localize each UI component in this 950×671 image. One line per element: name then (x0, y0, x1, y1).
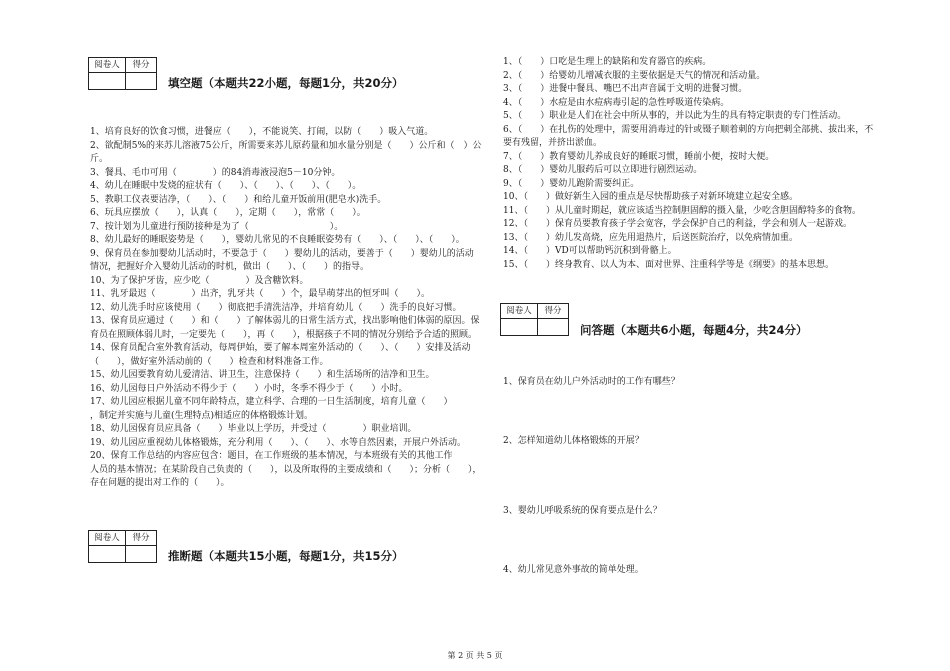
fill-question-line: 育员在照顾体弱儿时，一定要先（ ），再（ ），根据孩子不同的情况分别给予合适的照顾。 (90, 329, 478, 340)
reviewer-label: 阅卷人 (501, 304, 538, 318)
fill-question-line: 存在问题的提出对工作的（ ）。 (90, 478, 230, 488)
fill-question-line: 7、按计划为儿童进行预防接种是为了（ ）。 (90, 221, 344, 232)
judge-question-line: 12、（ ）保育员要教育孩子学会宽容，学会保护自己的利益，学会和别人一起游戏。 (503, 219, 852, 229)
fill-question-line: 3、餐具、毛巾可用（ ）的84消毒液浸泡5－10分钟。 (90, 167, 341, 178)
essay-section-title: 问答题（本题共6小题，每题4分，共24分） (580, 323, 808, 337)
fill-question-line: 11、乳牙最迟（ ）出齐，乳牙共（ ）个，最早萌芽出的恒牙叫（ ）。 (90, 289, 430, 299)
essay-question-3: 3、婴幼儿呼吸系统的保育要点是什么？ (503, 506, 662, 516)
essay-question-4: 4、幼儿常见意外事故的简单处理。 (503, 565, 644, 575)
judge-question-line: 1、（ ）口吃是生理上的缺陷和发育器官的疾病。 (503, 57, 712, 67)
fill-question-line: 16、幼儿园每日户外活动不得少于（ ）小时，冬季不得少于（ ）小时。 (90, 383, 408, 394)
fill-question-line: 12、幼儿洗手时应该使用（ ）彻底把手清洗洁净，并培育幼儿（ ）洗手的良好习惯。 (90, 302, 462, 313)
judge-question-line: 8、（ ）婴幼儿服药后可以立即进行剧烈运动。 (503, 165, 703, 175)
score-cell[interactable] (538, 319, 568, 335)
fill-question-line: 18、幼儿园保育员应具备（ ）毕业以上学历，并受过（ ）职业培训。 (90, 424, 417, 434)
judge-question-line: 要有残留，并挤出淤血。 (503, 138, 603, 148)
judge-question-line: 15、（ ）终身教育、以人为本、面对世界、注重科学等是《纲要》的基本思想。 (503, 259, 834, 270)
judge-question-line: 3、（ ）进餐中餐具、嘴巴不出声音属于文明的进餐习惯。 (503, 84, 748, 94)
score-label: 得分 (132, 60, 150, 70)
fill-question-list (90, 126, 490, 491)
fill-question-line: 5、教职工仪表要洁净，（ ）、（ ）和给儿童开饭前用(肥皂水)洗手。 (90, 194, 387, 205)
page-footer: 第 2 页 共 5 页 (447, 651, 503, 660)
score-cell[interactable] (126, 73, 156, 89)
fill-question-line: 17、幼儿园应根据儿童不同年龄特点，建立科学、合理的一日生活制度，培育儿童（ ） (90, 397, 453, 407)
judge-question-line: 5、（ ）职业是人们在社会中所从事的，并以此为生的具有特定职责的专门性活动。 (503, 111, 847, 121)
judge-question-list (503, 56, 903, 272)
judge-question-line: 7、（ ）教育婴幼儿养成良好的睡眠习惯，睡前小便，按时大便。 (503, 151, 775, 162)
judge-question-line: 13、（ ）幼儿发高烧，应先用退热片，后送医院治疗，以免病情加重。 (503, 232, 798, 243)
fill-section-title: 填空题（本题共22小题，每题1分，共20分） (168, 76, 404, 90)
fill-question-line: 斤。 (90, 154, 109, 164)
fill-question-line: 2、欲配制5%的来苏儿溶液75公斤，所需要来苏儿原药量和加水量分别是（ ）公斤和（ ）公 (90, 140, 482, 151)
fill-question-line: 9、保育员在参加婴幼儿活动时，不要急于（ ）婴幼儿的活动，要善于（ ）婴幼儿的活动 (90, 248, 474, 259)
essay-question-1: 1、保育员在幼儿户外活动时的工作有哪些？ (503, 377, 680, 387)
reviewer-cell[interactable] (501, 319, 538, 335)
fill-question-line: 19、幼儿园应重视幼儿体格锻炼，充分利用（ ）、（ ）、水等自然因素，开展户外活动。 (90, 437, 466, 448)
reviewer-cell[interactable] (89, 546, 126, 562)
fill-question-line: 1、培育良好的饮食习惯，进餐应（ ），不能说笑、打闹，以防（ ）吸入气道。 (90, 127, 434, 137)
fill-question-line: 20、保育工作总结的内容应包含：题目，在工作班级的基本情况，与本班级有关的其他工作 (90, 451, 453, 461)
score-box-fill (88, 57, 157, 90)
score-box-essay (500, 303, 569, 336)
fill-question-line: 14、保育员配合室外教育活动，每周伊始，要了解本周室外活动的（ ）、（ ）安排及活动 (90, 343, 471, 353)
judge-question-line: 10、（ ）做好新生入园的重点是尽快帮助孩子对新环境建立起安全感。 (503, 192, 798, 202)
judge-question-line: 2、（ ）给婴幼儿增减衣服的主要依据是天气的情况和活动量。 (503, 70, 766, 81)
judge-question-line: 9、（ ）婴幼儿跑阶需要纠正。 (503, 178, 640, 189)
fill-question-line: （ ），做好室外活动前的（ ）检查和材料准备工作。 (90, 356, 329, 367)
fill-question-line: 10、为了保护牙齿，应少吃（ ）及含糖饮料。 (90, 275, 309, 286)
score-label: 得分 (132, 533, 150, 543)
essay-question-2: 2、怎样知道幼儿体格锻炼的开展？ (503, 436, 644, 446)
reviewer-label: 阅卷人 (89, 58, 126, 72)
fill-question-line: ，制定并实施与儿童(生理特点)相适应的体格锻炼计划。 (90, 410, 314, 421)
fill-question-line: 8、幼儿最好的睡眠姿势是（ ），婴幼儿常见的不良睡眠姿势有（ ）、（ ）、（ ）。 (90, 235, 465, 245)
fill-question-line: 4、幼儿在睡眠中发烧的症状有（ ）、（ ）、（ ）、（ ）。 (90, 181, 362, 191)
judge-section-title: 推断题（本题共15小题，每题1分，共15分） (168, 549, 404, 563)
reviewer-label: 阅卷人 (89, 531, 126, 545)
fill-question-line: 13、保育员应通过（ ）和（ ）了解体弱儿的日常生活方式，找出影响他们体弱的原因。保 (90, 316, 480, 326)
judge-question-line: 14、（ ）VD可以帮助钙沉积到骨骼上。 (503, 246, 677, 256)
score-box-judge (88, 530, 157, 563)
judge-question-line: 6、（ ）在扎伤的处理中，需要用消毒过的针或镊子顺着刺的方向把刺全部挑、拔出来，不 (503, 124, 874, 135)
fill-question-line: 人员的基本情况；在某阶段自己负责的（ ），以及所取得的主要成绩和（ ）；分析（ ）， (90, 464, 482, 475)
score-label: 得分 (544, 306, 562, 316)
fill-question-line: 6、玩具应摆放（ ），认真（ ），定期（ ），常常（ ）。 (90, 208, 366, 218)
judge-question-line: 11、（ ）从儿童时期起，就应该适当控制胆固醇的摄入量，少吃含胆固醇特多的食物。 (503, 205, 861, 216)
fill-question-line: 15、幼儿园要教育幼儿爱清洁、讲卫生，注意保持（ ）和生活场所的洁净和卫生。 (90, 370, 435, 380)
score-cell[interactable] (126, 546, 156, 562)
reviewer-cell[interactable] (89, 73, 126, 89)
judge-question-line: 4、（ ）水痘是由水痘病毒引起的急性呼吸道传染病。 (503, 97, 730, 108)
fill-question-line: 情况，把握好介入婴幼儿活动的时机，做出（ ）、（ ）的指导。 (90, 262, 370, 272)
